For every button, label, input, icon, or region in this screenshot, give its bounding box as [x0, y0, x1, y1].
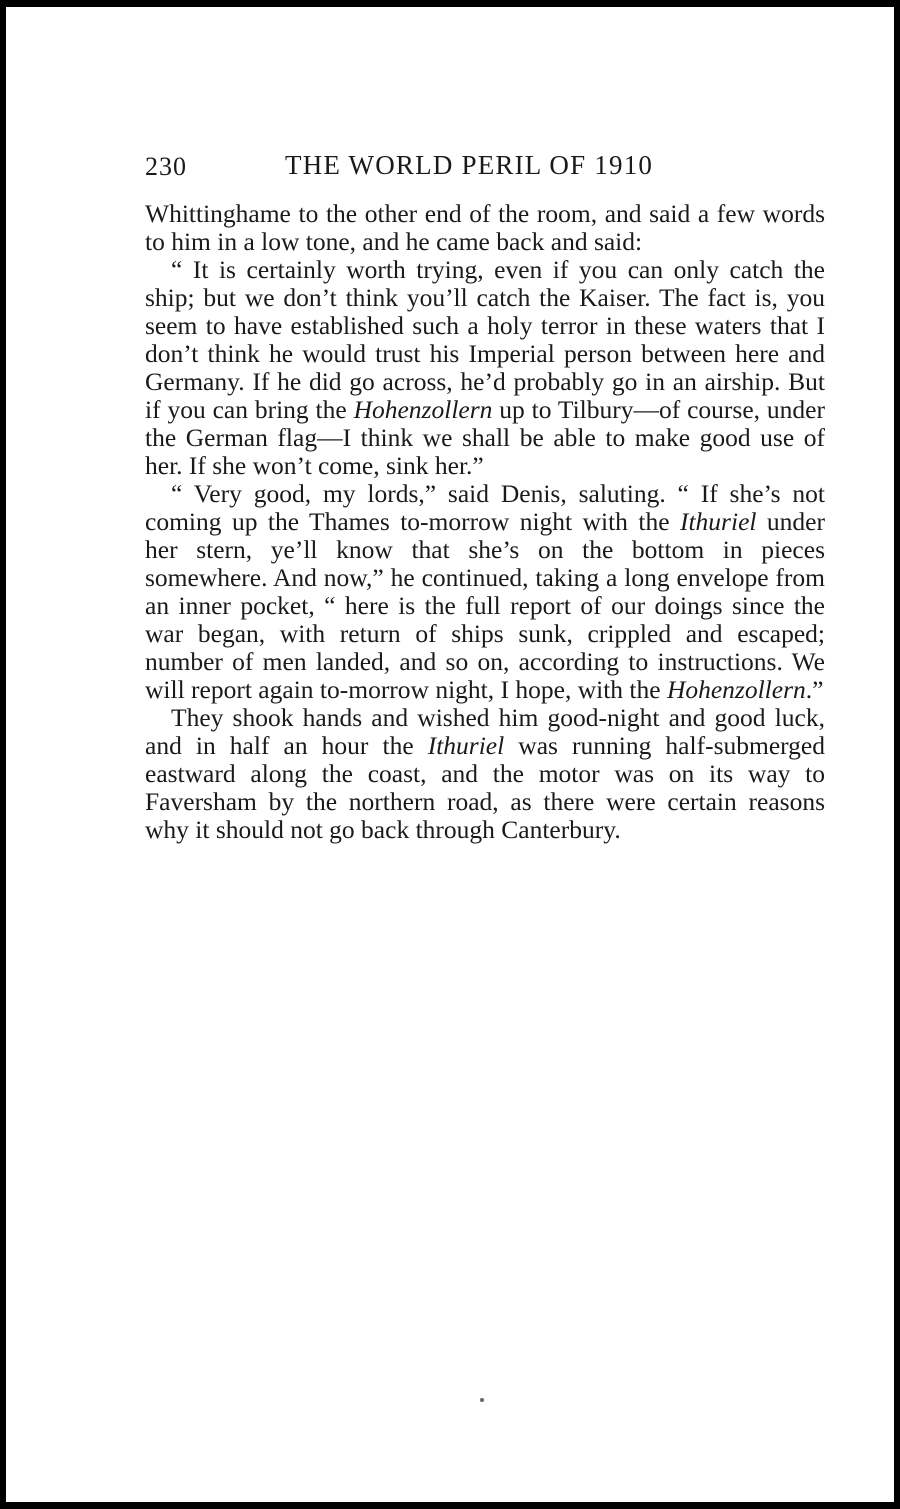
text-run: was running half-submerged eastward along the coast, and the motor was on its way to Faversham by the northern road, as there were certain reasons why it should not go back through Canterbury. [145, 731, 825, 844]
text-run: Whittinghame to the other end of the room, and said a few words to him in a low tone, and he came back and said: [145, 199, 825, 256]
paragraph [145, 704, 825, 844]
text-run: .” [805, 675, 824, 704]
running-head [145, 148, 825, 184]
text-run: “ Very good, my lords,” said Denis, saluting. “ If she’s not coming up the Thames to-morrow night with the [145, 479, 825, 536]
italic-ship-name: Ithuriel [679, 507, 757, 536]
paragraph [145, 480, 825, 704]
italic-ship-name: Ithuriel [427, 731, 505, 760]
body-text [145, 200, 825, 844]
italic-ship-name: Hohenzollern [666, 675, 806, 704]
text-run: They shook hands and wished him good-night and good luck, and in half an hour the [145, 703, 825, 760]
italic-ship-name: Hohenzollern [353, 395, 493, 424]
book-page [145, 148, 825, 844]
text-run: “ It is certainly worth trying, even if you can only catch the ship; but we don’t think you’ll catch the Kaiser. The fact is, you seem to have established such a holy terror in these waters that I don’t think he would trust his Imperial person between here and Germany. If he did go across, he’d probably go in an airship. But if you can bring the [145, 255, 825, 424]
scan-speck [480, 1398, 484, 1402]
running-title: THE WORLD PERIL OF 1910 [285, 150, 654, 180]
text-run: under her stern, ye’ll know that she’s on the bottom in pieces somewhere. And now,” he continued, taking a long envelope from an inner pocket, “ here is the full report of our doings since the war began, with return of ships sunk, crippled and escaped; number of men landed, and so on, according to instructions. We will report again to-morrow night, I hope, with the [145, 507, 825, 704]
paragraph [145, 256, 825, 480]
paragraph [145, 200, 825, 256]
text-run: up to Tilbury—of course, under the German flag—I think we shall be able to make good use of her. If she won’t come, sink her.” [145, 395, 825, 480]
page-number: 230 [145, 152, 187, 181]
